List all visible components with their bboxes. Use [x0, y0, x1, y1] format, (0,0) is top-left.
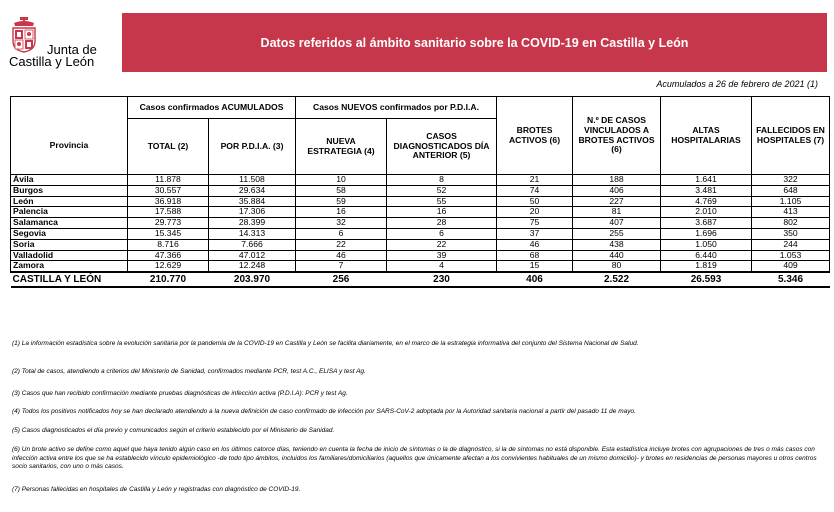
table-cell: 20: [497, 207, 573, 218]
table-cell: 36.918: [128, 196, 209, 207]
table-cell: 30.557: [128, 185, 209, 196]
group-header-acumulados: Casos confirmados ACUMULADOS: [128, 97, 296, 119]
table-cell: 3.481: [661, 185, 752, 196]
table-cell: 22: [296, 239, 387, 250]
total-row: [11, 272, 830, 287]
page-title: Datos referidos al ámbito sanitario sobre la COVID-19 en Castilla y León: [260, 35, 689, 50]
province-cell: Segovia: [11, 228, 128, 239]
total-cell: 230: [387, 272, 497, 287]
col-header-pdia: POR P.D.I.A. (3): [209, 119, 296, 175]
table-cell: 46: [296, 250, 387, 261]
table-cell: 29.773: [128, 218, 209, 229]
date-caption: Acumulados a 26 de febrero de 2021 (1): [656, 79, 818, 89]
col-header-vinculados: N.º DE CASOS VINCULADOS A BROTES ACTIVOS (6): [573, 97, 661, 175]
coat-of-arms-icon: [9, 17, 39, 53]
group-header-nuevos: Casos NUEVOS confirmados por P.D.I.A.: [296, 97, 497, 119]
footnote-3: (3) Casos que han recibido confirmación mediante pruebas diagnósticas de infección activa (P.D.I.A): PCR y test Ag.: [12, 390, 348, 397]
footnote-1: (1) La información estadística sobre la evolución sanitaria por la pandemia de la COVID-19 en Castilla y León se facilita diariamente, en el marco de la estrategia informativa del conjunto del Sistema Nacional de Salud.: [12, 340, 639, 347]
table-cell: 28.399: [209, 218, 296, 229]
title-banner: [122, 13, 827, 72]
table-row: [11, 228, 830, 239]
total-cell: 406: [497, 272, 573, 287]
table-cell: 47.012: [209, 250, 296, 261]
covid-data-table: [10, 96, 830, 288]
col-header-total: TOTAL (2): [128, 119, 209, 175]
table-cell: 16: [296, 207, 387, 218]
table-cell: 244: [752, 239, 830, 250]
table-cell: 29.634: [209, 185, 296, 196]
table-cell: 3.687: [661, 218, 752, 229]
logo-text-line1: Junta de: [47, 42, 97, 57]
province-cell: Soria: [11, 239, 128, 250]
table-cell: 11.508: [209, 175, 296, 186]
total-cell: 26.593: [661, 272, 752, 287]
table-cell: 438: [573, 239, 661, 250]
table-cell: 440: [573, 250, 661, 261]
table-cell: 55: [387, 196, 497, 207]
table-row: [11, 250, 830, 261]
table-cell: 47.366: [128, 250, 209, 261]
province-cell: Palencia: [11, 207, 128, 218]
table-cell: 6: [296, 228, 387, 239]
province-cell: Valladolid: [11, 250, 128, 261]
col-header-altas: ALTAS HOSPITALARIAS: [661, 97, 752, 175]
table-cell: 15.345: [128, 228, 209, 239]
table-cell: 6.440: [661, 250, 752, 261]
table-row: [11, 239, 830, 250]
table-row: [11, 207, 830, 218]
table-cell: 6: [387, 228, 497, 239]
table-cell: 413: [752, 207, 830, 218]
table-cell: 58: [296, 185, 387, 196]
total-label: CASTILLA Y LEÓN: [11, 272, 128, 287]
col-header-brotes: BROTES ACTIVOS (6): [497, 97, 573, 175]
table-cell: 16: [387, 207, 497, 218]
province-cell: Zamora: [11, 261, 128, 272]
table-cell: 28: [387, 218, 497, 229]
table-cell: 81: [573, 207, 661, 218]
total-cell: 210.770: [128, 272, 209, 287]
table-cell: 74: [497, 185, 573, 196]
table-cell: 52: [387, 185, 497, 196]
table-cell: 802: [752, 218, 830, 229]
table-cell: 4.769: [661, 196, 752, 207]
table-cell: 2.010: [661, 207, 752, 218]
table-cell: 8: [387, 175, 497, 186]
table-cell: 11.878: [128, 175, 209, 186]
province-cell: Burgos: [11, 185, 128, 196]
logo-text-line2: Castilla y León: [9, 54, 95, 69]
table-cell: 21: [497, 175, 573, 186]
table-cell: 10: [296, 175, 387, 186]
footnote-7: (7) Personas fallecidas en hospitales de Castilla y León y registradas con diagnóstico de COVID-19.: [12, 486, 301, 493]
table-cell: 15: [497, 261, 573, 272]
table-cell: 12.248: [209, 261, 296, 272]
col-header-provincia: Provincia: [11, 119, 128, 175]
table-cell: 37: [497, 228, 573, 239]
province-cell: Salamanca: [11, 218, 128, 229]
province-cell: León: [11, 196, 128, 207]
table-cell: 407: [573, 218, 661, 229]
table-row: [11, 218, 830, 229]
table-cell: 46: [497, 239, 573, 250]
table-cell: 59: [296, 196, 387, 207]
junta-logo: [9, 17, 114, 69]
table-cell: 14.313: [209, 228, 296, 239]
table-cell: 1.050: [661, 239, 752, 250]
table-row: [11, 196, 830, 207]
col-header-diag: CASOS DIAGNOSTICADOS DÍA ANTERIOR (5): [387, 119, 497, 175]
table-cell: 17.306: [209, 207, 296, 218]
table-cell: 1.696: [661, 228, 752, 239]
table-cell: 68: [497, 250, 573, 261]
table-cell: 1.641: [661, 175, 752, 186]
table-cell: 1.819: [661, 261, 752, 272]
table-cell: 7.666: [209, 239, 296, 250]
table-cell: 648: [752, 185, 830, 196]
table-cell: 406: [573, 185, 661, 196]
footnote-4: (4) Todos los positivos notificados hoy se han declarado atendiendo a la nueva definición de caso confirmado de infección por SARS-CoV-2 adoptada por la Autoridad sanitaria nacional a partir del pasado 11 de mayo.: [12, 408, 636, 415]
table-cell: 80: [573, 261, 661, 272]
table-cell: 7: [296, 261, 387, 272]
table-cell: 188: [573, 175, 661, 186]
footnote-2: (2) Total de casos, atendiendo a criterios del Ministerio de Sanidad, confirmados mediante PCR, test A.C., ELISA y test Ag.: [12, 368, 366, 375]
table-cell: 39: [387, 250, 497, 261]
table-row: [11, 175, 830, 186]
table-cell: 12.629: [128, 261, 209, 272]
table-cell: 75: [497, 218, 573, 229]
table-cell: 32: [296, 218, 387, 229]
table-row: [11, 185, 830, 196]
table-cell: 22: [387, 239, 497, 250]
table-cell: 8.716: [128, 239, 209, 250]
table-cell: 409: [752, 261, 830, 272]
total-cell: 2.522: [573, 272, 661, 287]
province-cell: Ávila: [11, 175, 128, 186]
col-header-fallecidos: FALLECIDOS EN HOSPITALES (7): [752, 97, 830, 175]
table-row: [11, 261, 830, 272]
total-cell: 5.346: [752, 272, 830, 287]
table-cell: 50: [497, 196, 573, 207]
total-cell: 203.970: [209, 272, 296, 287]
table-cell: 322: [752, 175, 830, 186]
table-cell: 350: [752, 228, 830, 239]
table-cell: 255: [573, 228, 661, 239]
col-header-nueva: NUEVA ESTRATEGIA (4): [296, 119, 387, 175]
footnote-5: (5) Casos diagnosticados el día previo y comunicados según el criterio establecido por el Ministerio de Sanidad.: [12, 427, 335, 434]
total-cell: 256: [296, 272, 387, 287]
table-cell: 227: [573, 196, 661, 207]
table-cell: 1.105: [752, 196, 830, 207]
table-cell: 17.588: [128, 207, 209, 218]
table-cell: 4: [387, 261, 497, 272]
footnote-6: (6) Un brote activo se define como aquel que haya tenido algún caso en los últimos catorce días, teniendo en cuenta la fecha de inicio de síntomas o la de diagnóstico, si la de síntomas no está disponible. Esta estadística incluye brotes con agrupaciones de tres o más casos con infección activa entre los que se ha establecido vínculo epidemiológico -de todo tipo ámbitos, incluidos los familiares/domiciliarios (aquellos que únicamente afectan a los convivientes habituales de un mismo domicilio)- y brotes en residencias de personas mayores u otros centros socio sanitarios, con uno o más casos.: [12, 446, 817, 471]
table-cell: 35.884: [209, 196, 296, 207]
table-cell: 1.053: [752, 250, 830, 261]
header-spacer: [11, 97, 128, 119]
